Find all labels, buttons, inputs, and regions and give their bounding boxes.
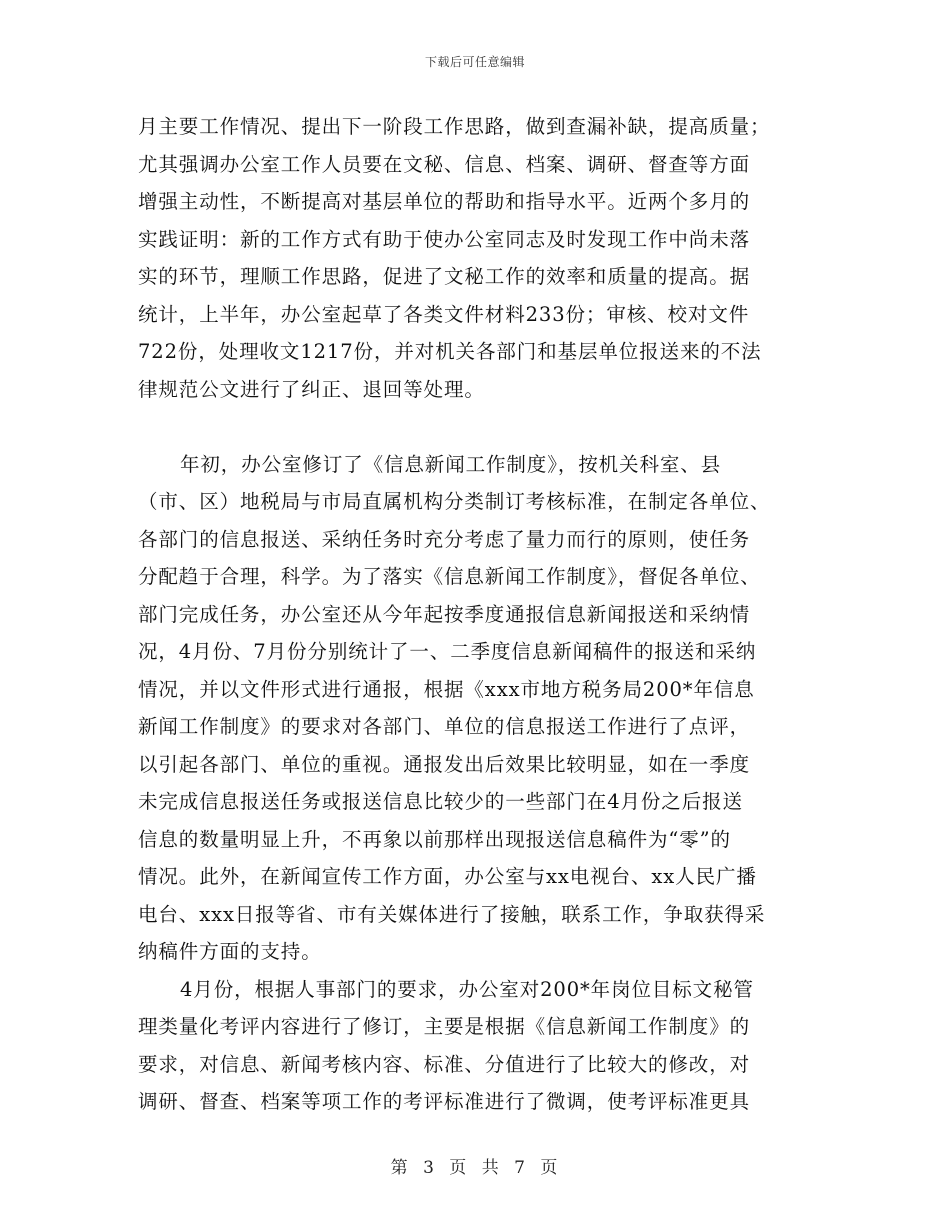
page-footer: 第 3 页 共 7 页 [390,1158,560,1178]
text-line: 电台、xxx日报等省、市有关媒体进行了接触，联系工作，争取获得采 [138,902,766,926]
text-line: 各部门的信息报送、采纳任务时充分考虑了量力而行的原则，使任务 [138,527,751,551]
paragraph-1 [138,108,818,408]
text-line: 统计，上半年，办公室起草了各类文件材料233份；审核、校对文件 [138,302,750,326]
text-line: 况，4月份、7月份分别统计了一、二季度信息新闻稿件的报送和采纳 [138,640,757,663]
paragraph-spacer [138,408,818,446]
text-line: 调研、督查、档案等项工作的考评标准进行了微调，使考评标准更具 [138,1090,751,1113]
text-line: 4月份，根据人事部门的要求，办公室对200*年岗位目标文秘管 [180,977,754,1001]
text-line: 尤其强调办公室工作人员要在文秘、信息、档案、调研、督查等方面 [138,152,751,176]
document-body [138,108,818,1121]
text-line: 理类量化考评内容进行了修订，主要是根据《信息新闻工作制度》的 [138,1015,751,1038]
text-line: 情况，并以文件形式进行通报，根据《xxx市地方税务局200*年信息 [138,677,755,701]
paragraph-3 [138,971,818,1121]
text-line: （市、区）地税局与市局直属机构分类制订考核标准，在制定各单位、 [138,490,771,513]
text-line: 月主要工作情况、提出下一阶段工作思路，做到查漏补缺，提高质量； [138,115,771,138]
text-line: 以引起各部门、单位的重视。通报发出后效果比较明显，如在一季度 [138,752,751,776]
text-line: 年初，办公室修订了《信息新闻工作制度》，按机关科室、县 [180,452,722,476]
page-header: 下载后可任意编辑 [424,55,525,69]
text-line: 信息的数量明显上升，不再象以前那样出现报送信息稿件为“零”的 [138,827,731,851]
text-line: 要求，对信息、新闻考核内容、标准、分值进行了比较大的修改，对 [138,1052,751,1076]
text-line: 律规范公文进行了纠正、退回等处理。 [138,377,485,401]
text-line: 实的环节，理顺工作思路，促进了文秘工作的效率和质量的提高。据 [138,265,751,288]
text-line: 未完成信息报送任务或报送信息比较少的一些部门在4月份之后报送 [138,790,743,813]
text-line: 增强主动性，不断提高对基层单位的帮助和指导水平。近两个多月的 [138,190,751,213]
text-line: 部门完成任务，办公室还从今年起按季度通报信息新闻报送和采纳情 [138,602,751,626]
text-line: 新闻工作制度》的要求对各部门、单位的信息报送工作进行了点评， [138,715,751,738]
text-line: 情况。此外，在新闻宣传工作方面，办公室与xx电视台、xx人民广播 [138,865,757,888]
text-line: 实践证明：新的工作方式有助于使办公室同志及时发现工作中尚未落 [138,227,751,251]
text-line: 纳稿件方面的支持。 [138,940,322,963]
paragraph-2 [138,446,818,971]
text-line: 分配趋于合理，科学。为了落实《信息新闻工作制度》，督促各单位、 [138,565,761,588]
text-line: 722份，处理收文1217份，并对机关各部门和基层单位报送来的不法 [138,340,762,363]
